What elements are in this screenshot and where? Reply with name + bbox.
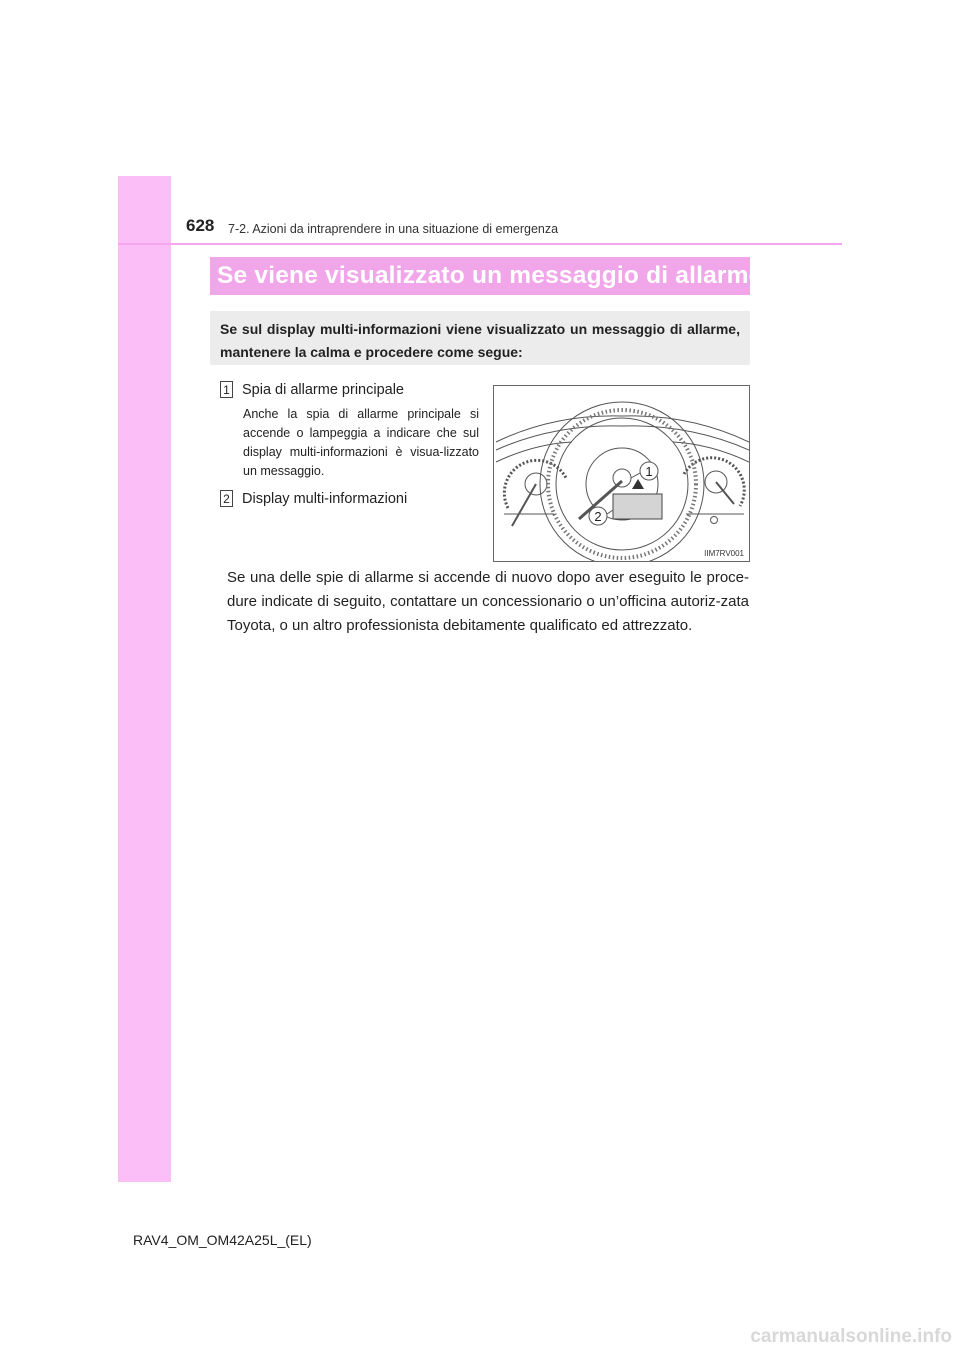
section-title: Se viene visualizzato un messaggio di allarme (217, 262, 763, 289)
item-description-1: Anche la spia di allarme principale si accende o lampeggia a indicare che sul display multi-informazioni è visua-lizzato un messaggio. (243, 407, 479, 478)
side-band (118, 176, 171, 1182)
callout-2: 2 (594, 509, 602, 524)
page-number: 628 (186, 216, 215, 235)
instrument-cluster-illustration (494, 386, 750, 562)
warning-triangle-icon (632, 479, 644, 489)
list-item-1 (220, 381, 404, 398)
callout-1: 1 (645, 464, 653, 479)
chapter-heading: 7-2. Azioni da intraprendere in una situazione di emergenza (228, 222, 559, 236)
figure-code: IIM7RV001 (704, 549, 744, 558)
manual-code: RAV4_OM_OM42A25L_(EL) (133, 1232, 312, 1248)
item-number-1: 1 (220, 381, 233, 398)
item-label-1: Spia di allarme principale (242, 381, 404, 398)
instrument-cluster-figure (493, 385, 750, 562)
item-number-2: 2 (220, 490, 233, 507)
section-title-bar (210, 257, 763, 295)
item-label-2: Display multi-informazioni (242, 490, 408, 507)
intro-box: Se sul display multi-informazioni viene visualizzato un messaggio di allarme, mantenere la calma e procedere come segue: (210, 311, 750, 365)
header-rule (118, 243, 842, 245)
body-paragraph: Se una delle spie di allarme si accende di nuovo dopo aver eseguito le proce-dure indicate di seguito, contattare un concessionario o un’officina autoriz-zata Toyota, o un altro professionista debitamente qualificato ed attrezzato. (227, 569, 749, 634)
list-item-2 (220, 490, 407, 507)
watermark: carmanualsonline.info (750, 1326, 952, 1347)
